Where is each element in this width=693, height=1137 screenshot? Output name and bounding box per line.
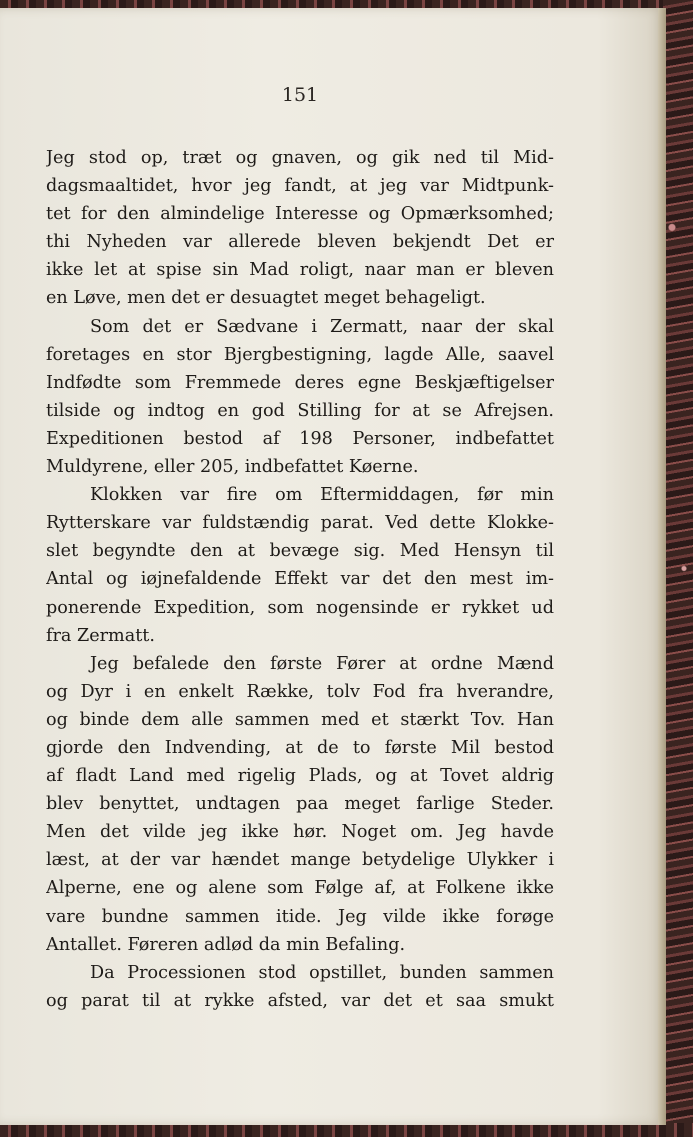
text-line: ponerende Expedition, som nogensinde er rykket ud bbox=[46, 597, 554, 618]
text-line: en Løve, men det er desuagtet meget behageligt. bbox=[46, 288, 486, 309]
text-line: Klokken var fire om Eftermiddagen, før min bbox=[90, 485, 554, 506]
text-line: Muldyrene, eller 205, indbefattet Køerne. bbox=[46, 457, 419, 478]
body-text bbox=[46, 144, 554, 1015]
text-line: Expeditionen bestod af 198 Personer, indbefattet bbox=[46, 428, 554, 449]
text-line: Jeg stod op, træt og gnaven, og gik ned til Mid- bbox=[46, 148, 554, 168]
text-line: Jeg befalede den første Fører at ordne Mænd bbox=[90, 653, 554, 674]
text-line: Men det vilde jeg ikke hør. Noget om. Jeg havde bbox=[46, 822, 554, 843]
text-line: foretages en stor Bjergbestigning, lagde Alle, saavel bbox=[46, 344, 554, 365]
text-line: Som det er Sædvane i Zermatt, naar der skal bbox=[90, 316, 554, 337]
text-line: fra Zermatt. bbox=[46, 625, 155, 646]
text-line: Antallet. Føreren adlød da min Befaling. bbox=[46, 934, 406, 955]
text-line: tilside og indtog en god Stilling for at se Afrejsen. bbox=[46, 400, 554, 421]
text-line: Indfødte som Fremmede deres egne Beskjæftigelser bbox=[46, 372, 554, 393]
page-number: 151 bbox=[281, 84, 319, 106]
text-line: blev benyttet, undtagen paa meget farlige Steder. bbox=[46, 794, 554, 815]
text-line: Da Processionen stod opstillet, bunden sammen bbox=[90, 962, 554, 983]
text-line: vare bundne sammen itide. Jeg vilde ikke forøge bbox=[46, 906, 554, 927]
text-line: slet begyndte den at bevæge sig. Med Hensyn til bbox=[46, 541, 554, 562]
text-line: Antal og iøjnefaldende Effekt var det den mest im- bbox=[46, 569, 554, 590]
text-line: dagsmaaltidet, hvor jeg fandt, at jeg var Midtpunk- bbox=[46, 176, 554, 197]
book-page bbox=[0, 8, 664, 1125]
text-line: Rytterskare var fuldstændig parat. Ved dette Klokke- bbox=[46, 513, 554, 534]
text-line: og parat til at rykke afsted, var det et saa smukt bbox=[46, 990, 554, 1011]
text-line: gjorde den Indvending, at de to første Mil bestod bbox=[46, 737, 554, 758]
marbled-endpaper bbox=[663, 0, 693, 1137]
text-line: og Dyr i en enkelt Række, tolv Fod fra hverandre, bbox=[46, 681, 554, 702]
book-cover-bottom-edge bbox=[0, 1123, 693, 1137]
text-line: tet for den almindelige Interesse og Opmærksomhed; bbox=[46, 204, 554, 225]
text-line: og binde dem alle sammen med et stærkt Tov. Han bbox=[46, 709, 554, 730]
text-line: af fladt Land med rigelig Plads, og at Tovet aldrig bbox=[46, 766, 554, 787]
text-line: thi Nyheden var allerede bleven bekjendt Det er bbox=[46, 232, 554, 253]
text-line: ikke let at spise sin Mad roligt, naar man er bleven bbox=[46, 260, 554, 281]
text-line: Alperne, ene og alene som Følge af, at Folkene ikke bbox=[46, 878, 554, 899]
text-line: læst, at der var hændet mange betydelige Ulykker i bbox=[46, 850, 554, 871]
page-edge bbox=[658, 8, 666, 1125]
